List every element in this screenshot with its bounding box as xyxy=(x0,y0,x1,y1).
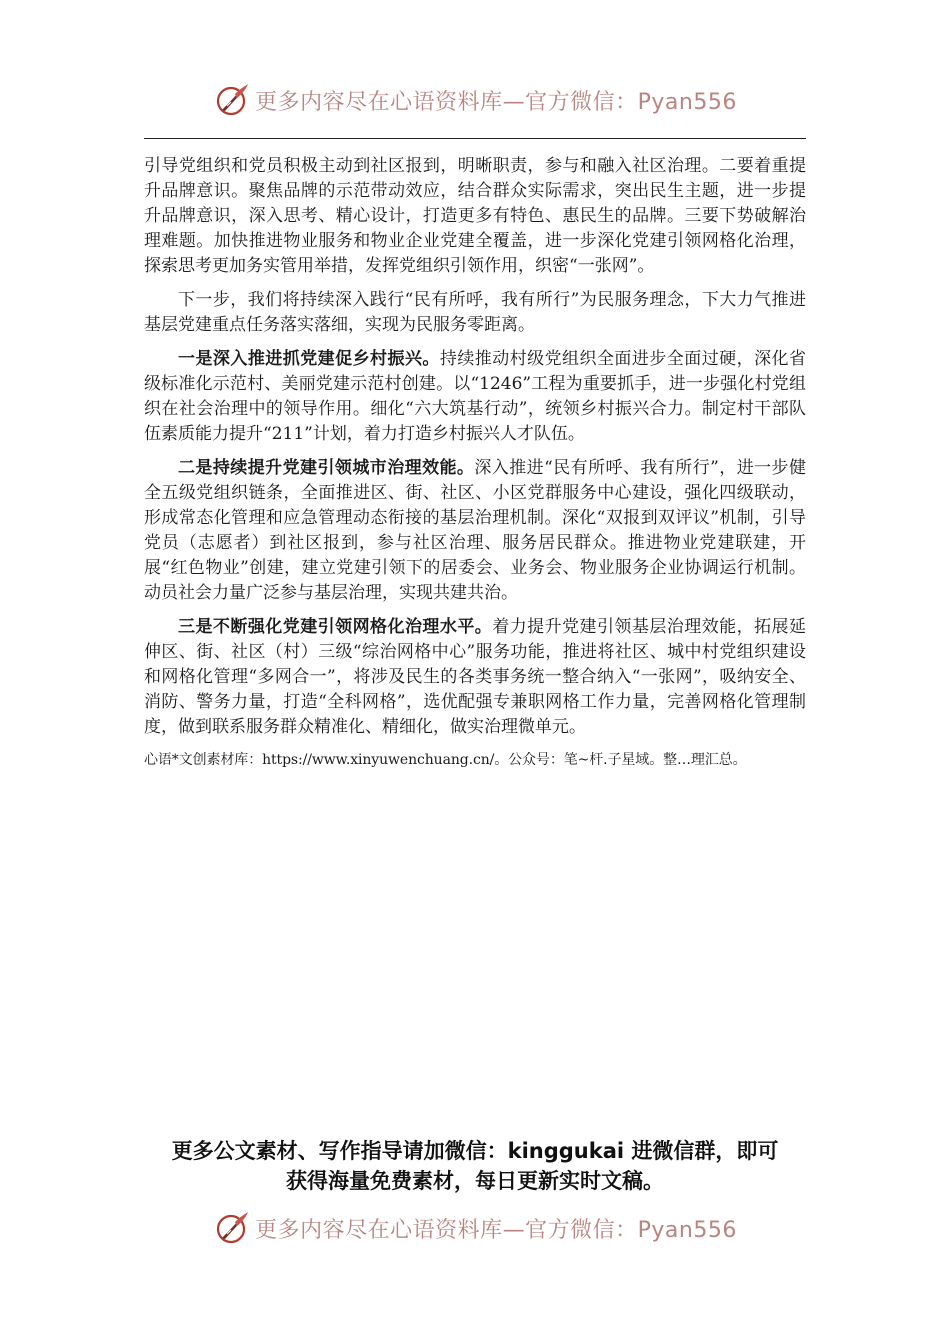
promo-notice xyxy=(0,1136,950,1196)
paragraph-text: 着力提升党建引领基层治理效能，拓展延伸区、街、社区（村）三级“综治网格中心”服务功能，推进将社区、城中村党组织建设和网格化管理“多网合一”，将涉及民生的各类事务统一整合纳入“一张网”，吸纳安全、消防、警务力量，打造“全科网格”，选优配强专兼职网格工作力量，完善网格化管理制度，做到联系服务群众精准化、精细化，做实治理微单元。 xyxy=(144,617,807,737)
source-footnote: 心语*文创素材库：https://www.xinyuwenchuang.cn/。公众号：笔~杆.子星域。整…理汇总。 xyxy=(144,752,747,768)
promo-line-2: 获得海量免费素材，每日更新实时文稿。 xyxy=(286,1169,664,1193)
header-banner xyxy=(0,78,950,122)
paragraph-grid-governance xyxy=(144,615,806,740)
document-body xyxy=(144,154,806,770)
promo-line-1: 更多公文素材、写作指导请加微信：kinggukai 进微信群，即可 xyxy=(171,1139,779,1163)
footer-banner-text: 更多内容尽在心语资料库—官方微信：Pyan556 xyxy=(255,1217,737,1243)
paragraph-text: 持续推动村级党组织全面进步全面过硬，深化省级标准化示范村、美丽党建示范村创建。以“1246”工程为重要抓手，进一步强化村党组织在社会治理中的领导作用。细化“六大筑基行动”，统领乡村振兴合力。制定村干部队伍素质能力提升“211”计划，着力打造乡村振兴人才队伍。 xyxy=(144,349,807,444)
header-banner-text: 更多内容尽在心语资料库—官方微信：Pyan556 xyxy=(255,89,737,115)
quill-pen-logo-icon xyxy=(213,80,253,120)
footer-banner xyxy=(0,1206,950,1250)
paragraph-rural-revitalization xyxy=(144,347,806,447)
paragraph-lead: 二是持续提升党建引领城市治理效能。 xyxy=(178,458,475,478)
paragraph-lead: 一是深入推进抓党建促乡村振兴。 xyxy=(178,349,440,369)
paragraph-text: 深入推进“民有所呼、我有所行”，进一步健全五级党组织链条，全面推进区、街、社区、小区党群服务中心建设，强化四级联动，形成常态化管理和应急管理动态衔接的基层治理机制。深化“双报到双评议”机制，引导党员（志愿者）到社区报到，参与社区治理、服务居民群众。推进物业党建联建，开展“红色物业”创建，建立党建引领下的居委会、业务会、物业服务企业协调运行机制。动员社会力量广泛参与基层治理，实现共建共治。 xyxy=(144,458,806,603)
paragraph-continued: 引导党组织和党员积极主动到社区报到，明晰职责，参与和融入社区治理。二要着重提升品牌意识。聚焦品牌的示范带动效应，结合群众实际需求，突出民生主题，进一步提升品牌意识，深入思考、精心设计，打造更多有特色、惠民生的品牌。三要下势破解治理难题。加快推进物业服务和物业企业党建全覆盖，进一步深化党建引领网格化治理，探索思考更加务实管用举措，发挥党组织引领作用，织密“一张网”。 xyxy=(144,156,806,276)
header-divider xyxy=(144,138,806,139)
quill-pen-logo-icon xyxy=(213,1208,253,1248)
paragraph-next-step: 下一步，我们将持续深入践行“民有所呼，我有所行”为民服务理念，下大力气推进基层党建重点任务落实落细，实现为民服务零距离。 xyxy=(144,290,806,335)
paragraph-urban-governance xyxy=(144,456,806,606)
paragraph-lead: 三是不断强化党建引领网格化治理水平。 xyxy=(178,617,493,637)
